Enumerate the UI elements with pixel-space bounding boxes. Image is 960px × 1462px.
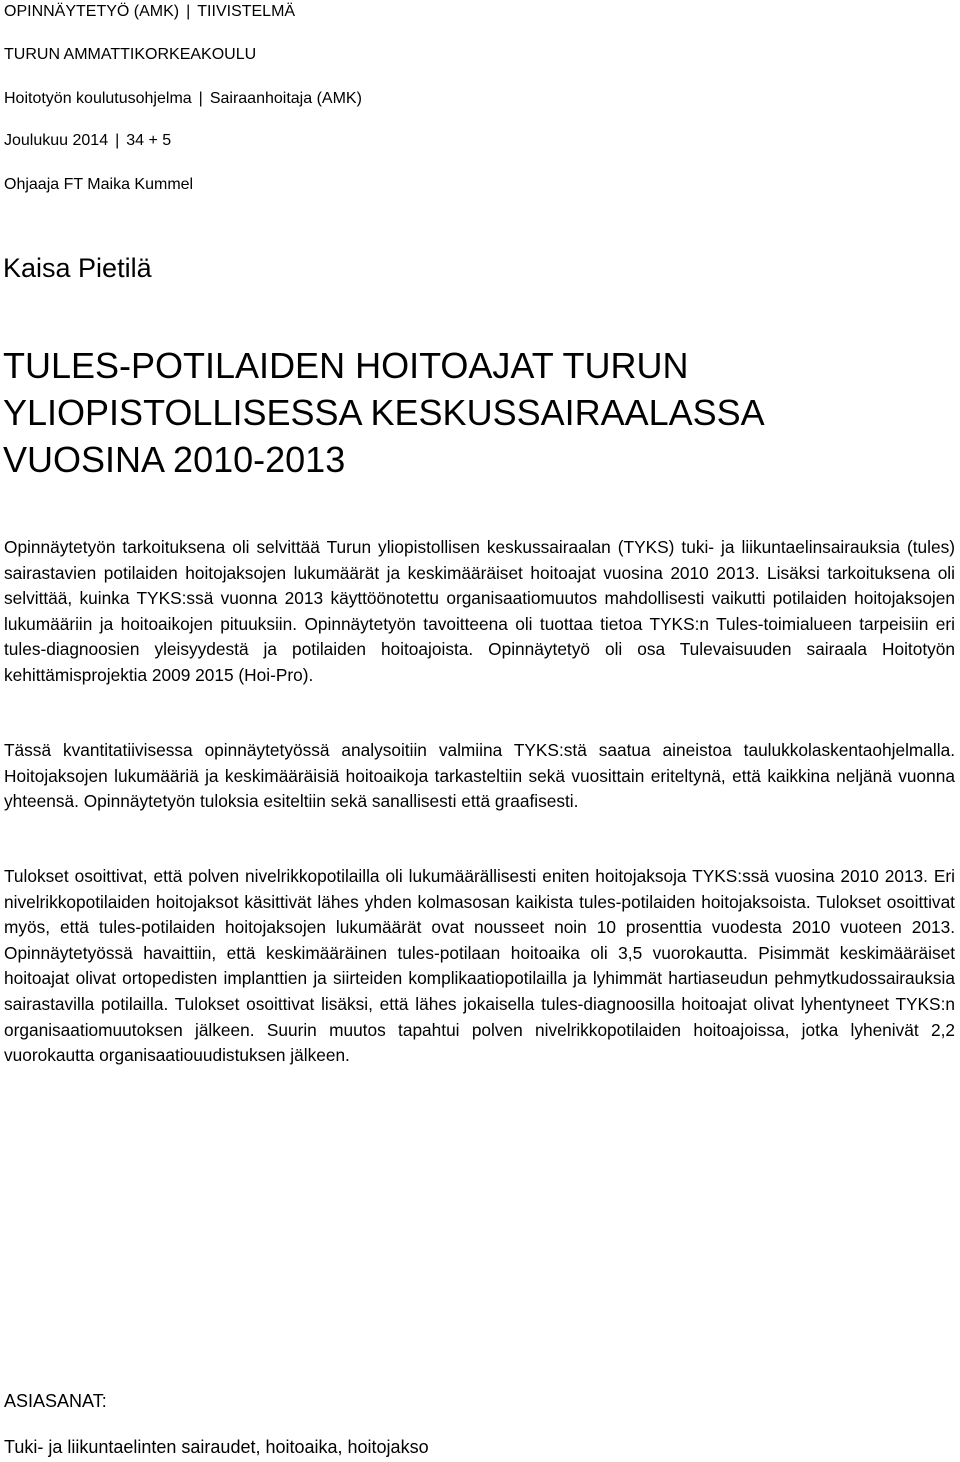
supervisor: Ohjaaja FT Maika Kummel [4, 176, 194, 193]
separator: | [115, 132, 120, 149]
separator: | [198, 90, 203, 107]
separator: | [186, 3, 191, 20]
title-line-3: VUOSINA 2010-2013 [3, 439, 346, 480]
abstract-paragraph-3: Tulokset osoittivat, että polven nivelrikkopotilailla oli lukumäärällisesti eniten hoitojaksoja TYKS:ssä vuosina 2010 2013. Eri nivelrikkopotilaiden hoitojaksot käsittivät lähes yhden kolmasosan kaikista tules-potilaiden hoitojaksoista. Tulokset osoittivat myös, että tules-potilaiden hoitojaksojen lukumäärät ovat nousseet noin 10 prosenttia vuodesta 2010 vuoteen 2013. Opinnäytetyössä havaittiin, että keskimääräinen tules-potilaan hoitoaika oli 3,5 vuorokautta. Pisimmät keskimääräiset hoitoajat olivat ortopedisten implanttien ja siirteiden komplikaatiopotilailla ja lyhimmät hartiaseudun pehmytkudossairauksia sairastavilla potilailla. Tulokset osoittivat lisäksi, että lähes jokaisella tules-diagnoosilla hoitoajat olivat lyhentyneet TYKS:n organisaatiomuutoksen jälkeen. Suurin muutos tapahtui polven nivelrikkopotilaiden hoitoajoissa, jotka lyhenivät 2,2 vuorokautta organisaatiouudistuksen jälkeen. [4, 866, 955, 1066]
doc-type: OPINNÄYTETYÖ (AMK) [4, 3, 180, 20]
abstract-paragraph-2: Tässä kvantitatiivisessa opinnäytetyössä analysoitiin valmiina TYKS:stä saatua aineistoa taulukkolaskentaohjelmalla. Hoitojaksojen lukumääriä ja keskimääräisiä hoitoaikoja tarkasteltiin sekä vuosittain eriteltynä, että kaikkina neljänä vuonna yhteensä. Opinnäytetyön tuloksia esiteltiin sekä sanallisesti että graafisesti. [4, 740, 955, 812]
programme-line [4, 89, 362, 109]
degree: Sairaanhoitaja (AMK) [209, 90, 362, 107]
title-line-2: YLIOPISTOLLISESSA KESKUSSAIRAALASSA [3, 392, 765, 433]
title-line-1: TULES-POTILAIDEN HOITOAJAT TURUN [3, 345, 689, 386]
page-count: 34 + 5 [126, 132, 172, 149]
doc-type-line [4, 2, 295, 22]
doc-subtype: TIIVISTELMÄ [197, 3, 296, 20]
keywords-label: ASIASANAT: [4, 1391, 107, 1411]
thesis-title [3, 342, 943, 483]
author-name: Kaisa Pietilä [3, 253, 152, 283]
programme: Hoitotyön koulutusohjelma [4, 90, 192, 107]
date: Joulukuu 2014 [4, 132, 109, 149]
keywords-value: Tuki- ja liikuntaelinten sairaudet, hoitoaika, hoitojakso [4, 1437, 429, 1457]
abstract-paragraph-1: Opinnäytetyön tarkoituksena oli selvittää Turun yliopistollisen keskussairaalan (TYKS) tuki- ja liikuntaelinsairauksia (tules) sairastavien potilaiden hoitojaksojen lukumäärät ja keskimääräiset hoitoajat vuosina 2010 2013. Lisäksi tarkoituksena oli selvittää, kuinka TYKS:ssä vuonna 2013 käyttöönotettu organisaatiomuutos mahdollisesti vaikutti potilaiden hoitojaksojen lukumääriin ja hoitoaikojen pituuksiin. Opinnäytetyön tavoitteena oli tuottaa tietoa TYKS:n Tules-toimialueen tarpeisiin eri tules-diagnoosien yleisyydestä ja potilaiden hoitoajoista. Opinnäytetyö oli osa Tulevaisuuden sairaala Hoitotyön kehittämisprojektia 2009 2015 (Hoi-Pro). [4, 537, 955, 685]
date-line [4, 131, 171, 151]
school-name: TURUN AMMATTIKORKEAKOULU [4, 46, 257, 63]
